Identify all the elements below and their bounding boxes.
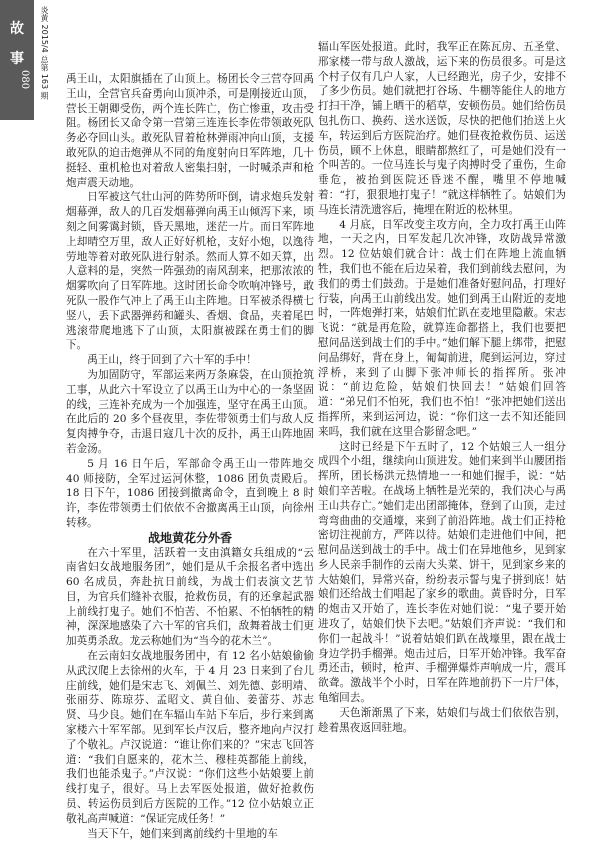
- paragraph: 在云南妇女战地服务团中，有 12 名小姑娘偷偷从武汉爬上去徐州的火车，于 4 月 23 日来到了台儿庄前线，她们是宋志飞、刘佩兰、刘先德、彭明靖、张丽芬、陈琼芬、孟昭文、黄自仙、姜蕾芬、苏志贤、马少良。她们在车辐山车站下车后，步行来到离家楼六十军军部。见到军长卢汉后，整齐地向卢汉打了个敬礼。卢汉说道：“谁让你们来的？”宋志飞回答道：“我们自愿来的，花木兰、穆桂英都能上前线，我们也能杀鬼子。”卢汉说：“你们这些小姑娘要上前线打鬼子，很好。马上去军医处报道，做好抢救伤员、转运伤员到后方医院的工作。”12 位小姑娘立正敬礼高声喊道：“保证完成任务！”: [66, 650, 314, 825]
- section-char-1: 故: [10, 21, 24, 37]
- paragraph: 5 月 16 日午后，军部命令禹王山一带阵地交 40 师接防，全军过运河休整，1086 团负责殿后。18 日下午，1086 团接到撤离命令，直到晚上 8 时许，李佐带领勇士们依依不舍撤离禹王山顶，向徐州转移。: [66, 457, 314, 529]
- paragraph: 日军被这气壮山河的阵势所吓倒，请求炮兵发射烟幕弹，敌人的几百发烟幕弹向禹王山倾泻下来，顷刻之间雾霭封锁，昏天黑地，迷茫一片。而日军阵地上却晴空万里，敌人正好好机枪，支好小炮，以逸待劳地等着对敢死队进行射杀。然而人算不如天算，出人意料的是，突然一阵强劲的南风刮来，把那浓浓的烟雾吹向了日军阵地。这时团长命令吹响冲锋号，敢死队一股作气冲上了禹王山主阵地。日军被杀得横七竖八，丢下武器弹药和罐头、香烟、食品，夹着尾巴逃滚带爬地逃下了山顶，太阳旗被踩在勇士们的脚下。: [66, 191, 314, 352]
- paragraph: 禹王山，太阳旗插在了山顶上。杨团长令三营夺回禹王山，全营官兵奋勇向山顶冲杀，可是刚接近山顶，营长王朝卿受伤，两个连长阵亡，伤亡惨重，攻击受阻。杨团长又命令第一营第三连连长李佐带领敢死队务必夺回山头。敢死队冒着枪林弹雨冲向山顶，支援敢死队的迫击炮弹从不同的角度射向日军阵地，几十挺轻、重机枪也对着敌人密集扫射，一时喊杀声和枪炮声震天动地。: [66, 73, 314, 189]
- paragraph: 禹王山，终于回到了六十军的手中！: [87, 354, 257, 367]
- right-column: [318, 40, 566, 735]
- section-char-2: 事: [10, 51, 24, 67]
- section-title: [5, 14, 29, 74]
- paragraph: 4 月底，日军改变主攻方向，全力攻打禹王山阵地，一天之内，日军发起几次冲锋，攻防战异常激烈。12 位姑娘们就合计：战士们在阵地上流血牺牲，我们也不能在后边呆着，我们到前线去慰问，为我们的勇士们鼓劲。于是她们准备好慰问品，打理好行装，向禹王山前线出发。她们到禹王山附近的麦地时，一阵炮弹打来，姑娘们忙趴在麦地里隐蔽。宋志飞说：“就是再危险，就算连命都搭上，我们也要把慰问品送到战士们的手中。”她们解下腿上绑带，把慰问品绑好，背在身上，匍匐前进，爬到运河边，穿过浮桥，来到了山脚下张冲师长的指挥所。张冲说：“前边危险，姑娘们快回去！”姑娘们回答道：“弟兄们不怕死，我们也不怕！”张冲把她们送出指挥所，来到运河边，说：“你们这一去不知还能回来吗，我们就在这里合影留念吧。”: [318, 218, 566, 438]
- section-heading: 战地黄花分外香: [147, 530, 232, 545]
- issue-line: 炎黄 2015/4 总第 163 期: [40, 6, 49, 100]
- paragraph: 这时已经是下午五时了，12 个姑娘三人一组分成四个小组，继续向山顶进发。她们来到半山腰团指挥所，团长杨洪元热情地一一和她们握手，说：“姑娘们辛苦啦。在战场上牺牲是光荣的，我们决心与禹王山共存亡。”她们走出团部掩体，登到了山顶，走过弯弯曲曲的交通壕，来到了前沿阵地。战士们正持枪密切注视前方，严阵以待。姑娘们走进他们中间，把慰问品送到战士的手中。战士们在异地他乡，见到家乡人民亲手制作的云南大头菜、饼干，见到家乡来的大姑娘们，异常兴奋，纷纷表示誓与鬼子拼到底！姑娘们还给战士们唱起了家乡的歌曲。黄昏时分，日军的炮击又开始了，连长李佐对她们说：“鬼子要开始进攻了，姑娘们快下去吧。”姑娘们齐声说：“我们和你们一起战斗！”说着姑娘们趴在战壕里，跟在战士身边学扔手榴弹。炮击过后，日军开始冲锋。我军奋勇还击，顿时，枪声、手榴弹爆炸声响成一片，震耳欲聋。激战半个小时，日军在阵地前扔下一片尸体，龟缩回去。: [318, 440, 566, 705]
- paragraph: 当天下午，她们来到离前线约十里地的车: [87, 827, 278, 840]
- paragraph: 辐山军医处报道。此时，我军正在陈瓦房、五圣堂、邢家楼一带与敌人激战，运下来的伤员很多。可是这个村子仅有几户人家，人已经跑光，房子少，安排不了多少伤员。她们就把打谷场、牛棚等能住人的地方打扫干净，铺上晒干的稻草，安顿伤员。她们给伤员包扎伤口、换药、送水送饭，尽快的把他们抬送上火车，转运到后方医院治疗。她们昼夜抢救伤员、运送伤员，顾不上休息，眼睛都熬红了，可是她们没有一个叫苦的。一位马连长与鬼子肉搏时受了重伤，生命垂危，被抬到医院还昏迷不醒，嘴里不停地喊着：“打，狠狠地打鬼子！”就这样牺牲了。姑娘们为马连长清洗遗容后，掩埋在附近的松林里。: [318, 41, 566, 216]
- paragraph: 在六十军里，活跃着一支由滇籍女兵组成的“云南省妇女战地服务团”，她们是从千余报名者中选出 60 名成员，奔赴抗日前线，为战士们表演文艺节目，为官兵们缝补衣服，抢救伤员，有的还拿起武器上前线打鬼子。她们不怕苦、不怕累、不怕牺牲的精神，深深地感染了六十军的官兵们，敌舞着战士们更加英勇杀敌。龙云称她们为“当今的花木兰”。: [66, 546, 314, 648]
- section-sidebar: [0, 0, 34, 120]
- paragraph: 天色渐渐黑了下来，姑娘们与战士们依依告别，趁着黑夜返回驻地。: [318, 706, 566, 734]
- left-column: [66, 72, 314, 841]
- paragraph: 为加固防守，军部运来两万条麻袋，在山顶抢筑工事，从此六十军设立了以禹王山为中心的一条坚固的线，三连补充成为一个加强连，坚守在禹王山顶。在此后的 20 多个昼夜里，李佐带领勇士们与敌人反复肉搏争夺，击退日寇几十次的反扑，禹王山阵地固若金汤。: [66, 368, 314, 455]
- page-number: 080: [19, 70, 30, 90]
